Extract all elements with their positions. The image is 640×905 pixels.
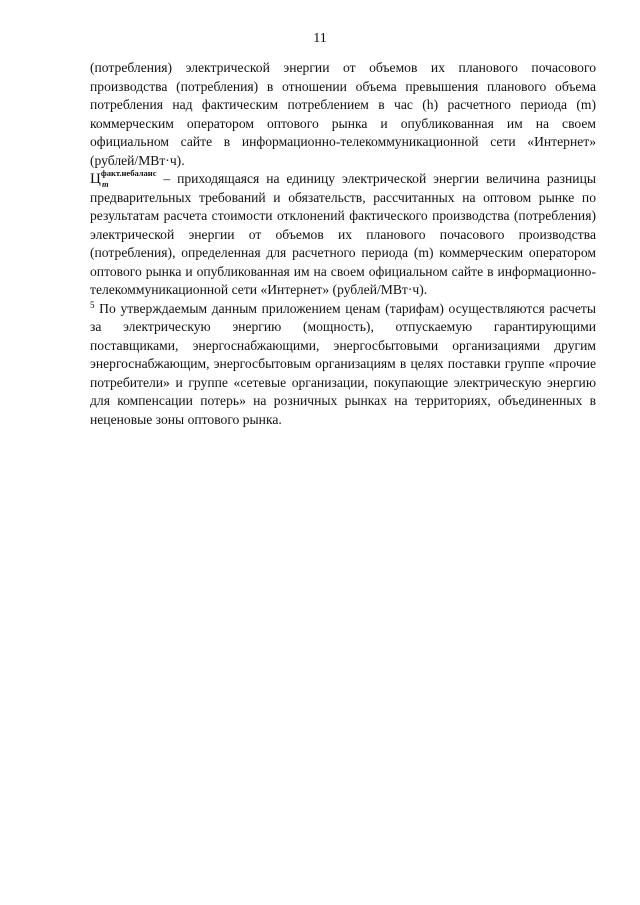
paragraph-continuation: (потребления) электрической энергии от объемов их планового почасового производства (потребления) в отношении объема превышения планового объема потребления над фактическим потреблением в час (h) расчетного периода (m) коммерческим оператором оптового рынка и опубликованная им на своем официальном сайте в информационно-телекоммуникационной сети «Интернет» (рублей/МВт·ч). [90,60,596,168]
formula-subscript: m [102,179,109,189]
formula-symbol-base: Ц [90,171,101,187]
formula-superscript: факт.небаланс [100,168,157,178]
definition-text: – приходящаяся на единицу электрической энергии величина разницы предварительных требований и обязательств, рассчитанных на оптовом рынке по результатам расчета стоимости отклонений фактического производства (потребления) электрической энергии от объемов их планового почасового производства (потребления), определенная для расчетного периода (m) коммерческим оператором оптового рынка и опубликованная им на своем официальном сайте в информационно-телекоммуникационной сети «Интернет» (рублей/МВт·ч). [90,171,596,297]
paragraph-definition [90,170,596,300]
page-body [90,59,596,429]
formula-symbol [90,168,157,189]
footnote-marker: 5 [90,299,95,310]
page-number: 11 [313,31,327,46]
paragraph-footnote [90,300,596,430]
footnote-text: По утверждаемым данным приложением ценам (тарифам) осуществляются расчеты за электрическую энергию (мощность), отпускаемую гарантирующими поставщиками, энергоснабжающими, энергосбытовыми организациями другим энергоснабжающим, энергосбытовым организациям в целях поставки группе «прочие потребители» и группе «сетевые организации, покупающие электрическую энергию для компенсации потерь» на розничных рынках на территориях, объединенных в неценовые зоны оптового рынка. [90,300,596,427]
